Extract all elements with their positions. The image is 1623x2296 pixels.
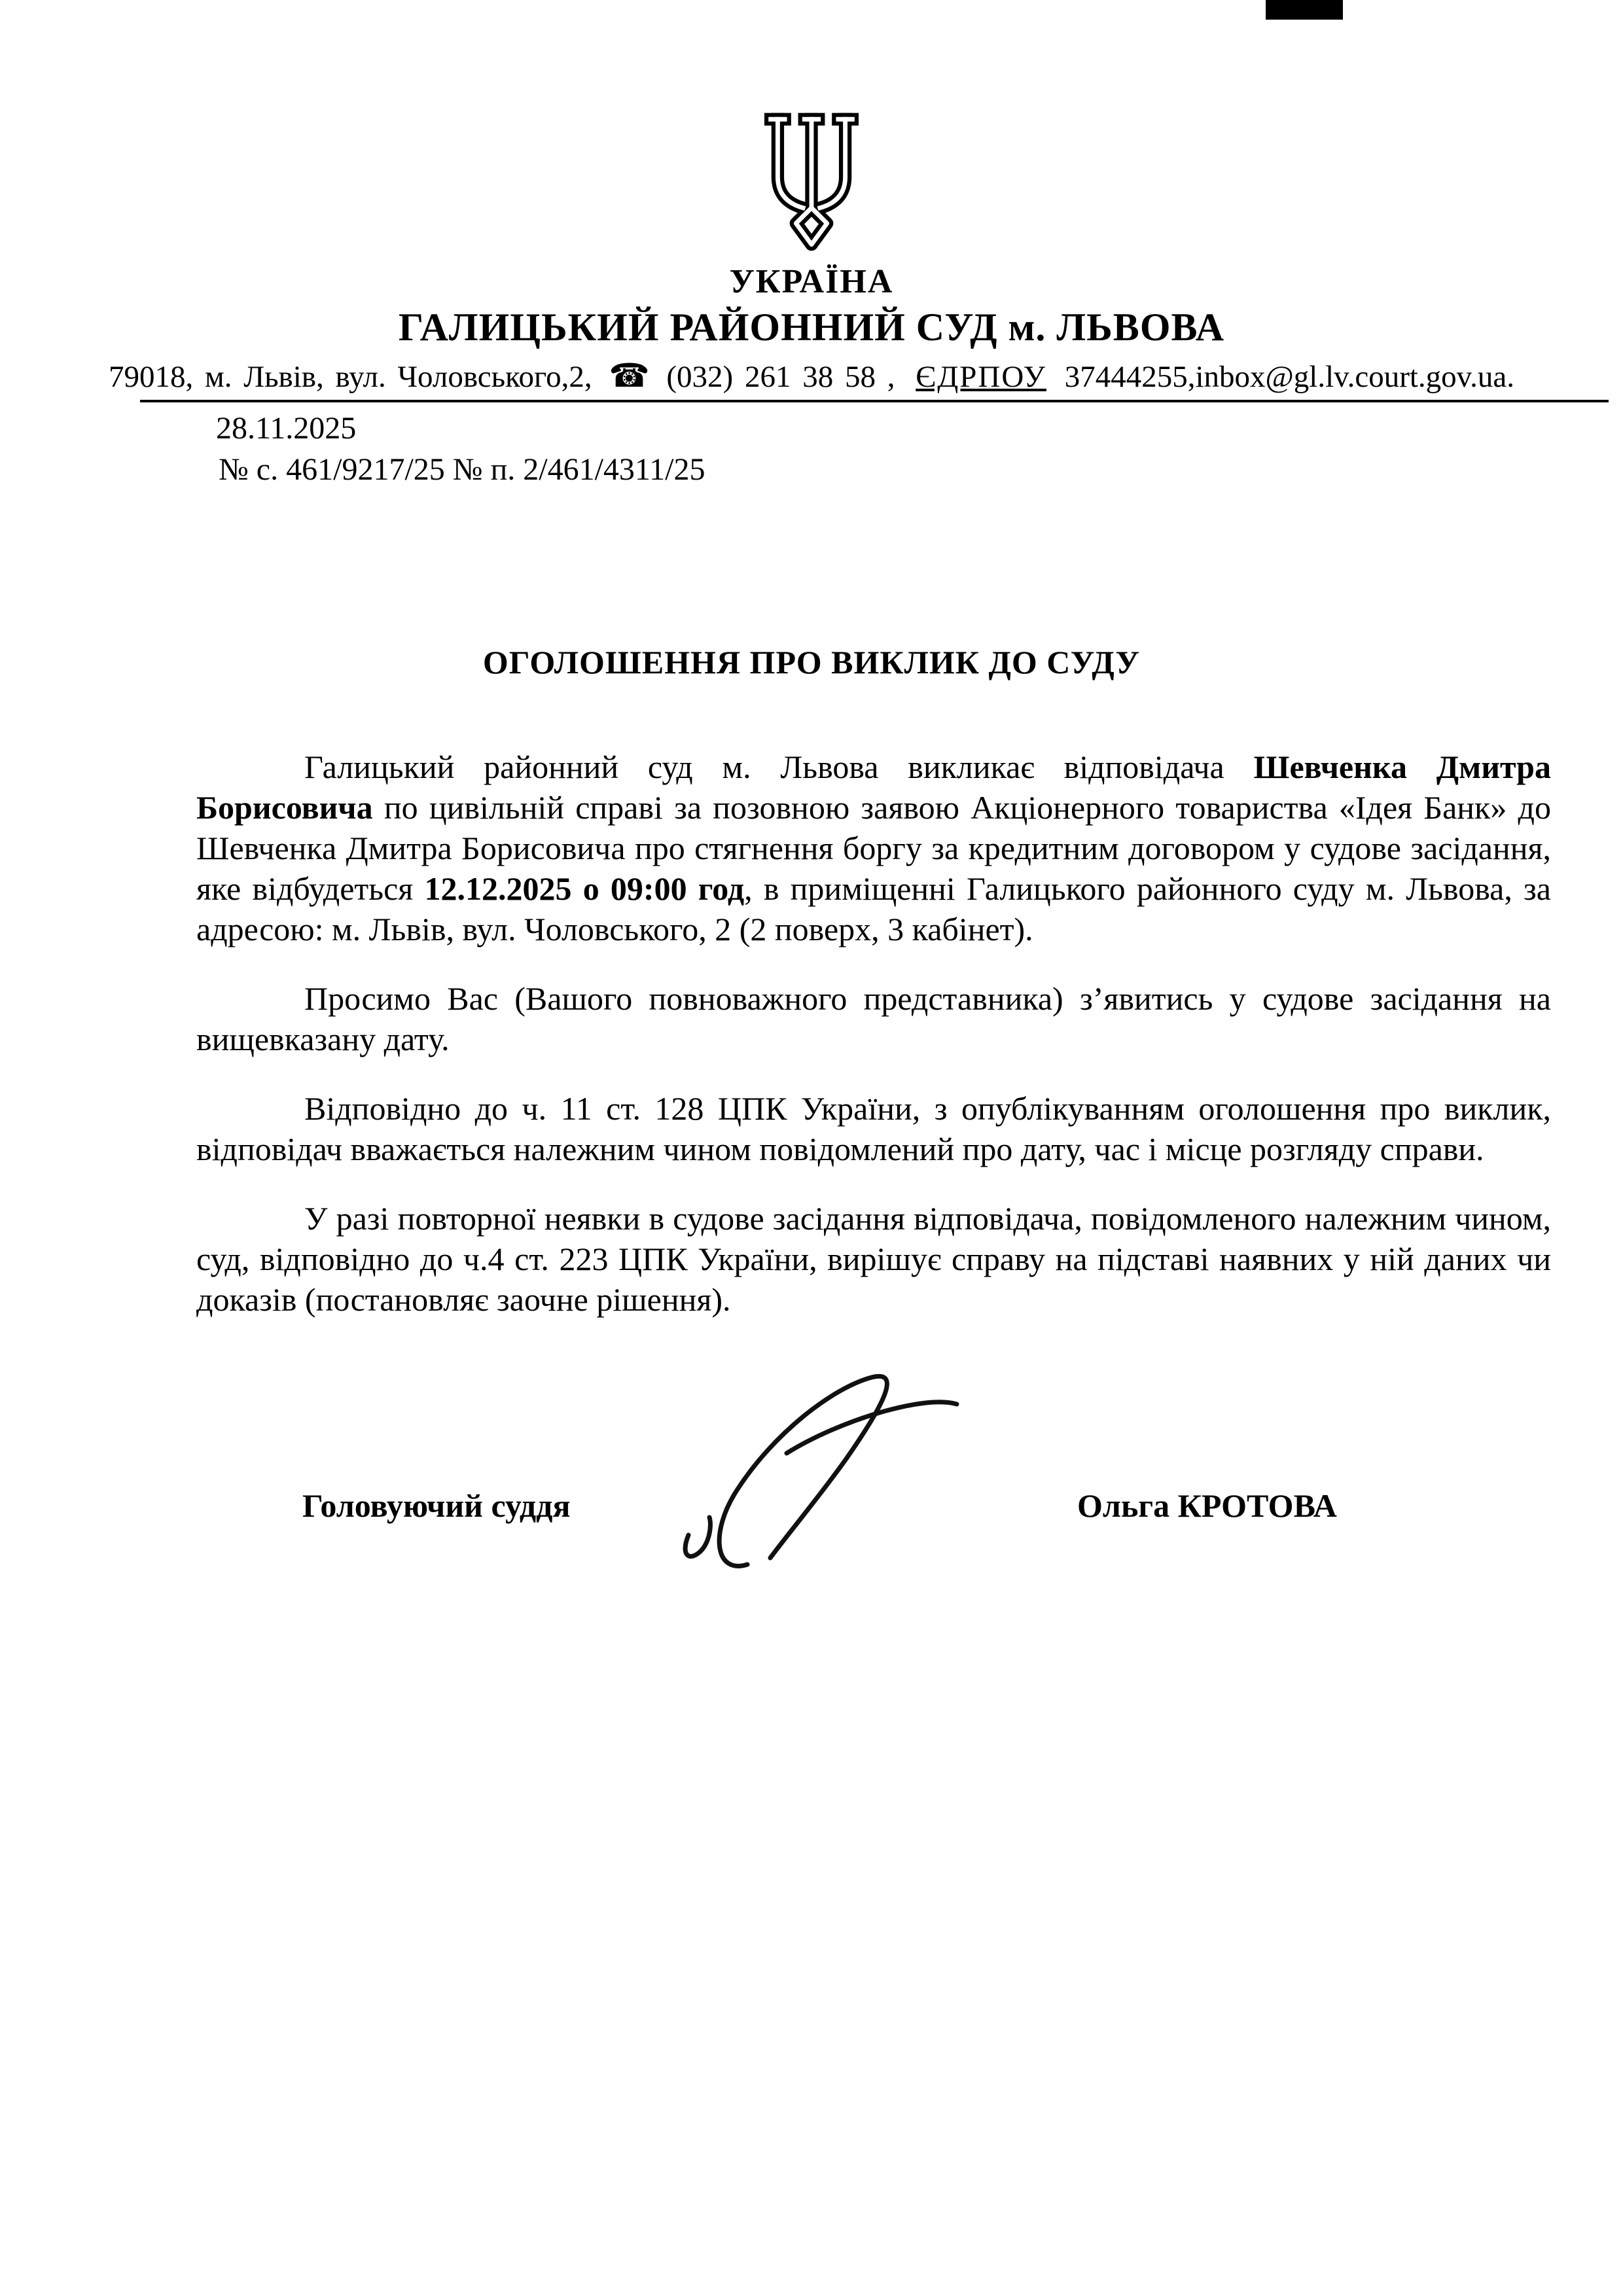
- paragraph-legal-notice: Відповідно до ч. 11 ст. 128 ЦПК України, з опублікуванням оголошення про виклик, відповідач вважається належним чином повідомлений про дату, час і місце розгляду справи.: [196, 1090, 1551, 1167]
- paragraph-summons: [196, 747, 1551, 949]
- judge-name: Ольга КРОТОВА: [1077, 1487, 1337, 1524]
- header-divider: [140, 400, 1609, 402]
- hearing-datetime-bold: 12.12.2025 о 09:00 год: [424, 870, 745, 907]
- scan-artifact-mark: [1266, 0, 1343, 20]
- paragraph-appearance-request: Просимо Вас (Вашого повноважного представника) з’явитись у судове засідання на вищевказану дату.: [196, 980, 1551, 1057]
- paragraph-consequences: У разі повторної неявки в судове засідання відповідача, повідомленого належним чином, суд, відповідно до ч.4 ст. 223 ЦПК України, вирішує справу на підставі наявних у ній даних чи доказів (постановляє заочне рішення).: [196, 1200, 1551, 1318]
- court-name: ГАЛИЦЬКИЙ РАЙОННИЙ СУД м. ЛЬВОВА: [398, 306, 1225, 349]
- signature-block: [0, 1487, 1623, 1545]
- telephone-icon: ☎: [609, 357, 650, 394]
- summons-text-2: по цивільній справі за позовною заявою Акціонерного товариства «Ідея Банк» до Шевченка Дмитра Борисовича про стягнення боргу за кредитним договором у судове засідання, яке відбудеться: [196, 789, 1551, 907]
- court-phone-number: (032) 261 38 58 ,: [666, 360, 895, 394]
- country-name: УКРАЇНА: [729, 263, 894, 300]
- summons-text-1: Галицький районний суд м. Львова викликає відповідача: [304, 749, 1254, 785]
- document-date: 28.11.2025: [216, 411, 357, 446]
- court-address-line: [0, 357, 1623, 395]
- court-postal-address: 79018, м. Львів, вул. Чоловського,2,: [108, 360, 592, 394]
- defendant-name-bold: Шевченка Дмитра Борисовича: [196, 749, 1551, 826]
- document-title: ОГОЛОШЕННЯ ПРО ВИКЛИК ДО СУДУ: [482, 644, 1141, 680]
- edrpou-and-email: 37444255,inbox@gl.lv.court.gov.ua.: [1064, 360, 1514, 394]
- court-letterhead: [0, 0, 1623, 487]
- summons-text-3: , в приміщенні Галицького районного суду м. Львова, за адресою: м. Львів, вул. Чоловського, 2 (2 поверх, 3 кабінет).: [196, 870, 1551, 947]
- judge-role-label: Головуючий суддя: [302, 1487, 571, 1524]
- document-body: [196, 747, 1551, 1320]
- ukraine-trident-emblem-icon: [0, 108, 1623, 257]
- edrpou-label: ЄДРПОУ: [916, 360, 1046, 394]
- judge-signature: [649, 1368, 974, 1575]
- case-numbers: № с. 461/9217/25 № п. 2/461/4311/25: [219, 452, 705, 487]
